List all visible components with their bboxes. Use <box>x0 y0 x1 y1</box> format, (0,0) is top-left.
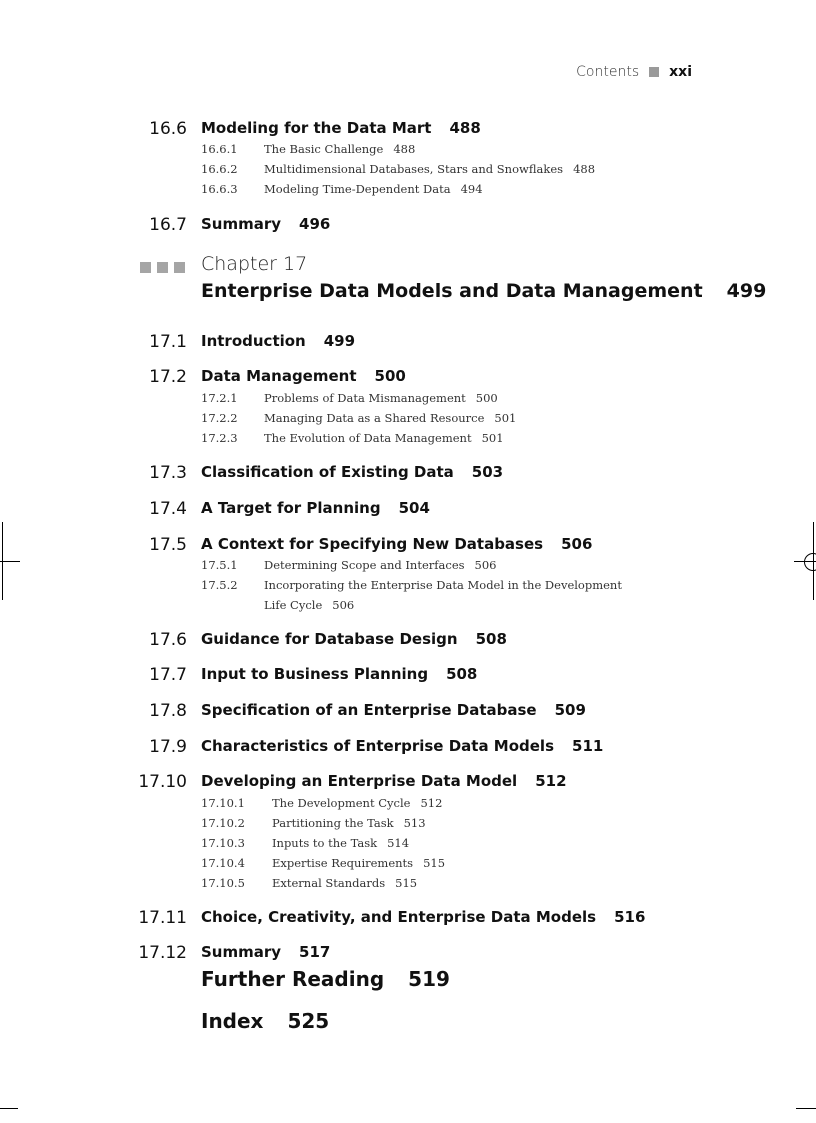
section-title: Specification of an Enterprise Database <box>201 701 537 719</box>
subsection-number: 17.10.2 <box>201 816 245 830</box>
subsection-title: The Evolution of Data Management <box>264 431 472 445</box>
section-number: 17.3 <box>149 463 187 483</box>
toc-section-17-8[interactable] <box>149 701 586 721</box>
subsection-page: 488 <box>393 142 416 156</box>
further-reading-title: Further Reading <box>201 967 385 991</box>
section-page: 506 <box>561 535 593 553</box>
section-page: 496 <box>299 215 331 233</box>
toc-section-17-11[interactable] <box>138 908 646 928</box>
section-number: 17.4 <box>149 499 187 519</box>
subsection-title: Managing Data as a Shared Resource <box>264 411 485 425</box>
subsection-number: 16.6.3 <box>201 182 238 196</box>
toc-section-17-6[interactable] <box>149 630 507 650</box>
subsection-title: Incorporating the Enterprise Data Model in the Development <box>264 578 622 592</box>
section-title: Guidance for Database Design <box>201 630 458 648</box>
subsection-page: 506 <box>332 598 355 612</box>
subsection-page: 513 <box>403 816 426 830</box>
subsection-page: 501 <box>494 411 517 425</box>
section-number: 16.7 <box>149 215 187 235</box>
subsection-title: Determining Scope and Interfaces <box>264 558 465 572</box>
toc-subsection[interactable] <box>201 856 445 870</box>
toc-section-17-10[interactable] <box>138 772 567 792</box>
chapter-marker-icons <box>140 260 191 278</box>
toc-section-17-9[interactable] <box>149 737 604 757</box>
subsection-number: 16.6.2 <box>201 162 238 176</box>
toc-subsection[interactable] <box>201 816 426 830</box>
toc-section-16-6[interactable] <box>149 119 481 139</box>
toc-section-17-2[interactable] <box>149 367 406 387</box>
subsection-page: 512 <box>420 796 443 810</box>
subsection-title: The Development Cycle <box>272 796 411 810</box>
section-title: Introduction <box>201 332 306 350</box>
section-page: 504 <box>398 499 430 517</box>
header-title: Contents <box>576 64 640 80</box>
subsection-title: The Basic Challenge <box>264 142 384 156</box>
crop-mark <box>796 1108 816 1109</box>
subsection-number: 17.5.1 <box>201 558 238 572</box>
subsection-number: 17.10.5 <box>201 876 245 890</box>
chapter-label: Chapter 17 <box>201 253 308 275</box>
subsection-title-continued: Life Cycle <box>264 598 323 612</box>
section-title: Modeling for the Data Mart <box>201 119 432 137</box>
subsection-page: 501 <box>481 431 504 445</box>
subsection-number: 17.2.1 <box>201 391 238 405</box>
subsection-title: Multidimensional Databases, Stars and Snowflakes <box>264 162 564 176</box>
section-title: Input to Business Planning <box>201 665 429 683</box>
toc-subsection[interactable] <box>201 431 504 445</box>
section-number: 17.5 <box>149 535 187 555</box>
section-number: 17.12 <box>138 943 187 963</box>
chapter-page: 499 <box>726 280 767 302</box>
subsection-page: 515 <box>423 856 446 870</box>
subsection-page: 494 <box>460 182 483 196</box>
subsection-title: Inputs to the Task <box>272 836 378 850</box>
toc-subsection[interactable] <box>201 578 622 592</box>
section-title: Classification of Existing Data <box>201 463 454 481</box>
toc-further-reading[interactable] <box>201 967 450 991</box>
section-number: 16.6 <box>149 119 187 139</box>
section-page: 511 <box>572 737 604 755</box>
toc-subsection[interactable] <box>201 558 496 572</box>
toc-subsection-continuation[interactable] <box>264 598 354 612</box>
toc-section-17-4[interactable] <box>149 499 430 519</box>
subsection-title: External Standards <box>272 876 386 890</box>
section-number: 17.8 <box>149 701 187 721</box>
square-icon <box>174 262 185 273</box>
running-header <box>576 64 692 80</box>
section-title: A Target for Planning <box>201 499 381 517</box>
section-page: 517 <box>299 943 331 961</box>
toc-section-16-7[interactable] <box>149 215 331 235</box>
subsection-number: 16.6.1 <box>201 142 238 156</box>
registration-mark <box>804 553 816 571</box>
subsection-number: 17.5.2 <box>201 578 238 592</box>
crop-mark <box>0 561 20 562</box>
subsection-page: 488 <box>573 162 596 176</box>
toc-index[interactable] <box>201 1009 329 1033</box>
subsection-title: Partitioning the Task <box>272 816 394 830</box>
subsection-page: 514 <box>387 836 410 850</box>
section-number: 17.7 <box>149 665 187 685</box>
subsection-number: 17.10.4 <box>201 856 245 870</box>
section-page: 509 <box>554 701 586 719</box>
subsection-number: 17.10.3 <box>201 836 245 850</box>
toc-subsection[interactable] <box>201 836 409 850</box>
header-square-icon <box>649 67 659 77</box>
subsection-number: 17.2.3 <box>201 431 238 445</box>
section-number: 17.11 <box>138 908 187 928</box>
toc-section-17-5[interactable] <box>149 535 593 555</box>
section-page: 488 <box>449 119 481 137</box>
section-number: 17.9 <box>149 737 187 757</box>
toc-subsection[interactable] <box>201 142 415 156</box>
subsection-title: Problems of Data Mismanagement <box>264 391 466 405</box>
section-number: 17.2 <box>149 367 187 387</box>
square-icon <box>140 262 151 273</box>
section-page: 508 <box>475 630 507 648</box>
index-title: Index <box>201 1009 264 1033</box>
crop-mark <box>0 1108 18 1109</box>
toc-subsection[interactable] <box>201 162 595 176</box>
square-icon <box>157 262 168 273</box>
subsection-title: Modeling Time-Dependent Data <box>264 182 451 196</box>
chapter-heading[interactable] <box>201 280 766 302</box>
section-number: 17.6 <box>149 630 187 650</box>
toc-section-17-3[interactable] <box>149 463 504 483</box>
section-title: Summary <box>201 943 282 961</box>
header-page-number: xxi <box>669 64 692 80</box>
section-title: Developing an Enterprise Data Model <box>201 772 518 790</box>
subsection-number: 17.10.1 <box>201 796 245 810</box>
subsection-number: 17.2.2 <box>201 411 238 425</box>
section-title: Choice, Creativity, and Enterprise Data Models <box>201 908 597 926</box>
section-number: 17.10 <box>138 772 187 792</box>
toc-section-17-12[interactable] <box>138 943 331 963</box>
section-title: Summary <box>201 215 282 233</box>
toc-section-17-1[interactable] <box>149 332 356 352</box>
toc-subsection[interactable] <box>201 182 483 196</box>
toc-subsection[interactable] <box>201 796 442 810</box>
section-page: 499 <box>323 332 356 350</box>
section-page: 503 <box>471 463 504 481</box>
section-title: Characteristics of Enterprise Data Models <box>201 737 555 755</box>
section-page: 508 <box>446 665 478 683</box>
section-title: Data Management <box>201 367 357 385</box>
subsection-page: 500 <box>475 391 498 405</box>
subsection-page: 515 <box>395 876 418 890</box>
toc-subsection[interactable] <box>201 391 498 405</box>
further-reading-page: 519 <box>408 967 450 991</box>
section-page: 500 <box>374 367 406 385</box>
chapter-title: Enterprise Data Models and Data Management <box>201 280 703 302</box>
subsection-title: Expertise Requirements <box>272 856 414 870</box>
index-page: 525 <box>287 1009 330 1033</box>
toc-subsection[interactable] <box>201 876 417 890</box>
toc-section-17-7[interactable] <box>149 665 478 685</box>
section-number: 17.1 <box>149 332 187 352</box>
subsection-page: 506 <box>474 558 497 572</box>
toc-subsection[interactable] <box>201 411 516 425</box>
section-page: 512 <box>535 772 567 790</box>
section-title: A Context for Specifying New Databases <box>201 535 544 553</box>
section-page: 516 <box>614 908 646 926</box>
